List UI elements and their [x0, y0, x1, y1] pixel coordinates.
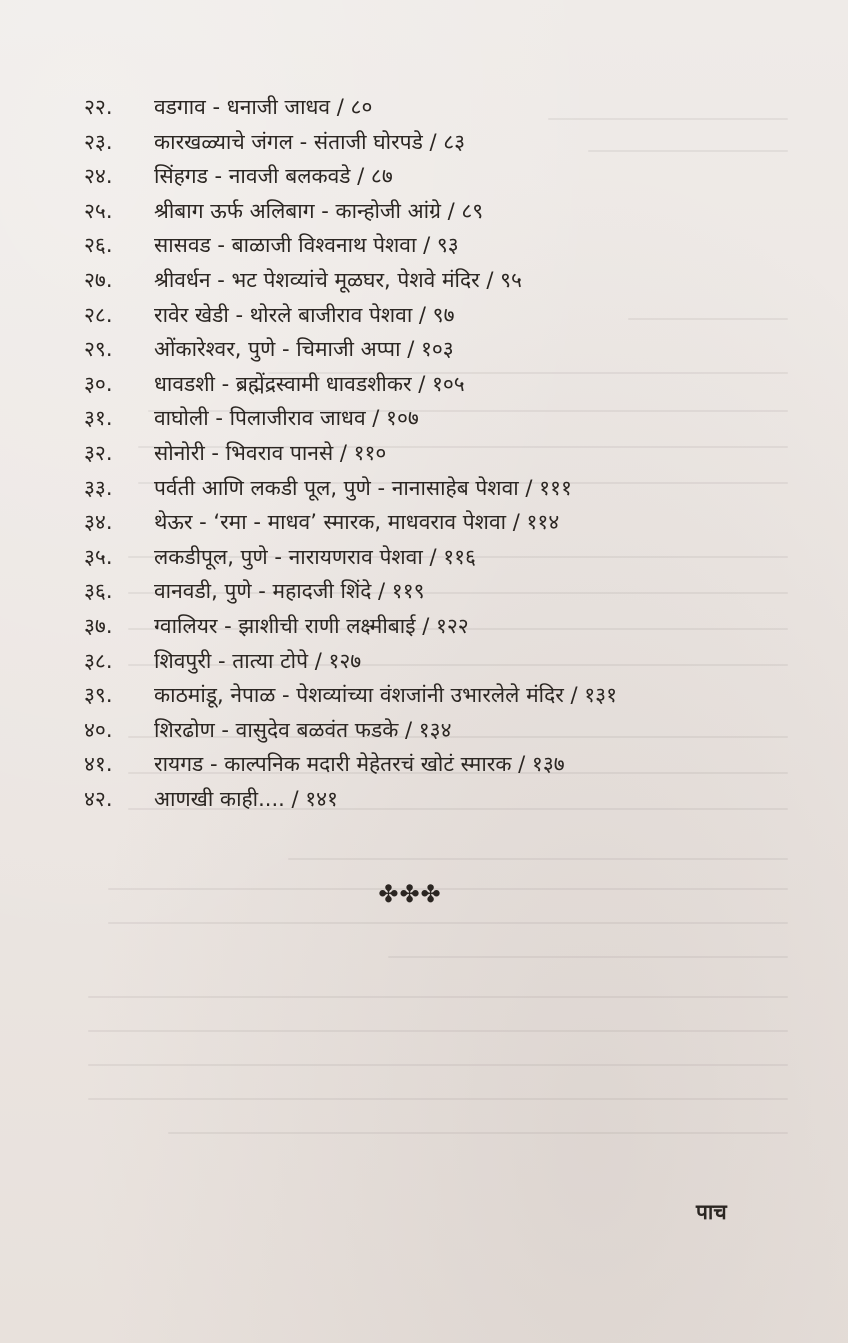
- toc-entry-number: ३९.: [84, 683, 113, 708]
- toc-entry-number: २५.: [84, 198, 113, 223]
- toc-entry: [84, 367, 724, 402]
- toc-entry-number: ३०.: [84, 371, 113, 396]
- toc-entry-title: धावडशी - ब्रह्मेंद्रस्वामी धावडशीकर / १०५: [154, 371, 465, 396]
- toc-entry: [84, 678, 724, 713]
- toc-entry-number: ३६.: [84, 579, 113, 604]
- bleed-through-mark: [88, 1064, 788, 1066]
- toc-entry-title: आणखी काही.... / १४१: [154, 786, 338, 811]
- toc-entry-title: सासवड - बाळाजी विश्वनाथ पेशवा / ९३: [154, 233, 459, 258]
- toc-entry: [84, 747, 724, 782]
- toc-entry-title: पर्वती आणि लकडी पूल, पुणे - नानासाहेब पेशवा / १११: [154, 475, 572, 500]
- toc-entry: [84, 263, 724, 298]
- toc-entry-number: २६.: [84, 233, 113, 258]
- toc-entry: [84, 125, 724, 160]
- toc-entry-number: ४१.: [84, 752, 113, 777]
- toc-entry-title: काठमांडू, नेपाळ - पेशव्यांच्या वंशजांनी उभारलेले मंदिर / १३१: [154, 683, 617, 708]
- toc-entry-title: रायगड - काल्पनिक मदारी मेहेतरचं खोटं स्मारक / १३७: [154, 752, 565, 777]
- toc-entry-title: रावेर खेडी - थोरले बाजीराव पेशवा / ९७: [154, 302, 455, 327]
- toc-entry: [84, 782, 724, 817]
- ornament-divider: ✤✤✤: [378, 880, 442, 908]
- toc-entry: [84, 298, 724, 333]
- toc-entry-title: श्रीबाग ऊर्फ अलिबाग - कान्होजी आंग्रे / ८९: [154, 198, 484, 223]
- toc-entry-title: लकडीपूल, पुणे - नारायणराव पेशवा / ११६: [154, 544, 476, 569]
- toc-entry-title: ग्वालियर - झाशीची राणी लक्ष्मीबाई / १२२: [154, 613, 469, 638]
- toc-entry: [84, 471, 724, 506]
- toc-entry-number: २३.: [84, 129, 113, 154]
- toc-entry-number: ३७.: [84, 613, 113, 638]
- toc-entry-number: ३३.: [84, 475, 113, 500]
- toc-entry-title: वानवडी, पुणे - महादजी शिंदे / ११९: [154, 579, 425, 604]
- toc-entry-number: ४२.: [84, 786, 113, 811]
- toc-entry: [84, 574, 724, 609]
- toc-entry-title: वाघोली - पिलाजीराव जाधव / १०७: [154, 406, 419, 431]
- toc-entry: [84, 159, 724, 194]
- toc-entry-number: ३४.: [84, 510, 113, 535]
- toc-entry-number: २२.: [84, 95, 113, 119]
- toc-entry-title: कारखळ्याचे जंगल - संताजी घोरपडे / ८३: [154, 129, 466, 154]
- toc-entry: [84, 228, 724, 263]
- toc-entry-number: २९.: [84, 337, 113, 362]
- toc-entry-number: ३१.: [84, 406, 113, 431]
- toc-entry: [84, 436, 724, 471]
- toc-entry-title: शिरढोण - वासुदेव बळवंत फडके / १३४: [154, 717, 452, 742]
- toc-entry-title: थेऊर - ‘रमा - माधव’ स्मारक, माधवराव पेशवा / ११४: [154, 510, 560, 535]
- toc-entry: [84, 505, 724, 540]
- table-of-contents: [84, 90, 724, 816]
- toc-entry: [84, 540, 724, 575]
- bleed-through-mark: [88, 1030, 788, 1032]
- toc-entry-number: २४.: [84, 164, 113, 189]
- toc-entry-title: श्रीवर्धन - भट पेशव्यांचे मूळघर, पेशवे मंदिर / ९५: [154, 267, 522, 292]
- bleed-through-mark: [288, 858, 788, 860]
- bleed-through-mark: [168, 1132, 788, 1134]
- toc-entry: [84, 713, 724, 748]
- bleed-through-mark: [88, 1098, 788, 1100]
- bleed-through-mark: [388, 956, 788, 958]
- toc-entry-number: ४०.: [84, 717, 113, 742]
- toc-entry-title: वडगाव - धनाजी जाधव / ८०: [154, 95, 373, 119]
- toc-entry-title: ओंकारेश्वर, पुणे - चिमाजी अप्पा / १०३: [154, 337, 454, 362]
- toc-entry-title: सिंहगड - नावजी बलकवडे / ८७: [154, 164, 393, 189]
- toc-entry-number: ३८.: [84, 648, 113, 673]
- toc-entry-title: सोनोरी - भिवराव पानसे / ११०: [154, 440, 387, 465]
- toc-entry: [84, 401, 724, 436]
- page-number: पाच: [696, 1200, 727, 1224]
- toc-entry: [84, 90, 724, 125]
- bleed-through-mark: [88, 996, 788, 998]
- toc-entry: [84, 194, 724, 229]
- toc-entry-number: २७.: [84, 267, 113, 292]
- toc-entry: [84, 609, 724, 644]
- toc-entry-number: ३२.: [84, 440, 113, 465]
- toc-entry: [84, 332, 724, 367]
- toc-entry-number: ३५.: [84, 544, 113, 569]
- toc-entry: [84, 644, 724, 679]
- toc-entry-title: शिवपुरी - तात्या टोपे / १२७: [154, 648, 362, 673]
- bleed-through-mark: [108, 922, 788, 924]
- toc-entry-number: २८.: [84, 302, 113, 327]
